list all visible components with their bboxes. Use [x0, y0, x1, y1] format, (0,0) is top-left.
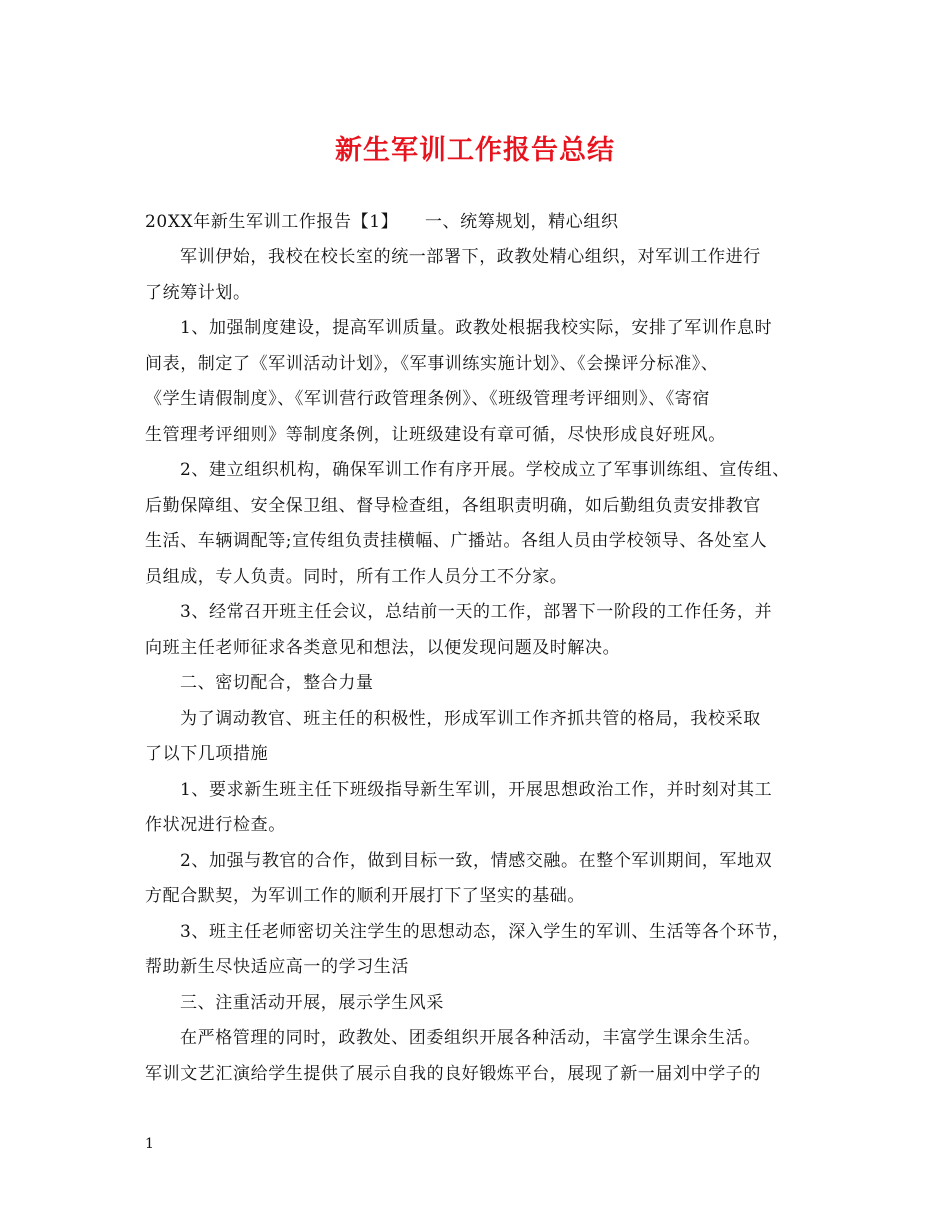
- text-line: 20XX年新生军训工作报告【1】 一、统筹规划，精心组织: [145, 212, 619, 232]
- text-line: 为了调动教官、班主任的积极性，形成军训工作齐抓共管的格局，我校采取: [180, 709, 761, 729]
- text-line: 生管理考评细则》等制度条例，让班级建设有章可循，尽快形成良好班风。: [145, 425, 726, 445]
- text-line: 方配合默契，为军训工作的顺利开展打下了坚实的基础。: [145, 886, 585, 906]
- text-line: 在严格管理的同时，政教处、团委组织开展各种活动，丰富学生课余生活。: [180, 1028, 761, 1048]
- text-line: 间表，制定了《军训活动计划》，《军事训练实施计划》、《会操评分标准》、: [145, 354, 719, 374]
- text-line: 军训伊始，我校在校长室的统一部署下，政教处精心组织，对军训工作进行: [180, 247, 761, 267]
- text-line: 2、建立组织机构，确保军训工作有序开展。学校成立了军事训练组、宣传组、: [180, 460, 790, 480]
- text-line: 员组成，专人负责。同时，所有工作人员分工不分家。: [145, 567, 568, 587]
- text-line: 《学生请假制度》、《军训营行政管理条例》、《班级管理考评细则》、《寄宿: [145, 389, 710, 409]
- text-line: 向班主任老师征求各类意见和想法，以便发现问题及时解决。: [145, 638, 621, 658]
- text-line: 1、加强制度建设，提高军训质量。政教处根据我校实际，安排了军训作息时: [180, 318, 773, 338]
- text-line: 帮助新生尽快适应高一的学习生活: [145, 957, 409, 977]
- text-line: 2、加强与教官的合作，做到目标一致，情感交融。在整个军训期间，军地双: [180, 851, 773, 871]
- section-heading: 二、密切配合，整合力量: [180, 673, 374, 693]
- section-heading: 三、注重活动开展，展示学生风采: [180, 993, 444, 1013]
- text-line: 了以下几项措施: [145, 744, 269, 764]
- text-line: 了统筹计划。: [145, 283, 251, 303]
- document-title: 新生军训工作报告总结: [335, 135, 615, 166]
- text-line: 生活、车辆调配等;宣传组负责挂横幅、广播站。各组人员由学校领导、各处室人: [145, 531, 768, 551]
- text-line: 作状况进行检查。: [145, 815, 286, 835]
- text-line: 军训文艺汇演给学生提供了展示自我的良好锻炼平台，展现了新一届刘中学子的: [145, 1064, 761, 1084]
- page-number: 1: [145, 1136, 154, 1152]
- text-line: 3、班主任老师密切关注学生的思想动态，深入学生的军训、生活等各个环节，: [180, 922, 790, 942]
- text-line: 1、要求新生班主任下班级指导新生军训，开展思想政治工作，并时刻对其工: [180, 780, 773, 800]
- text-line: 后勤保障组、安全保卫组、督导检查组，各组职责明确，如后勤组负责安排教官: [145, 496, 761, 516]
- text-line: 3、经常召开班主任会议，总结前一天的工作，部署下一阶段的工作任务，并: [180, 602, 773, 622]
